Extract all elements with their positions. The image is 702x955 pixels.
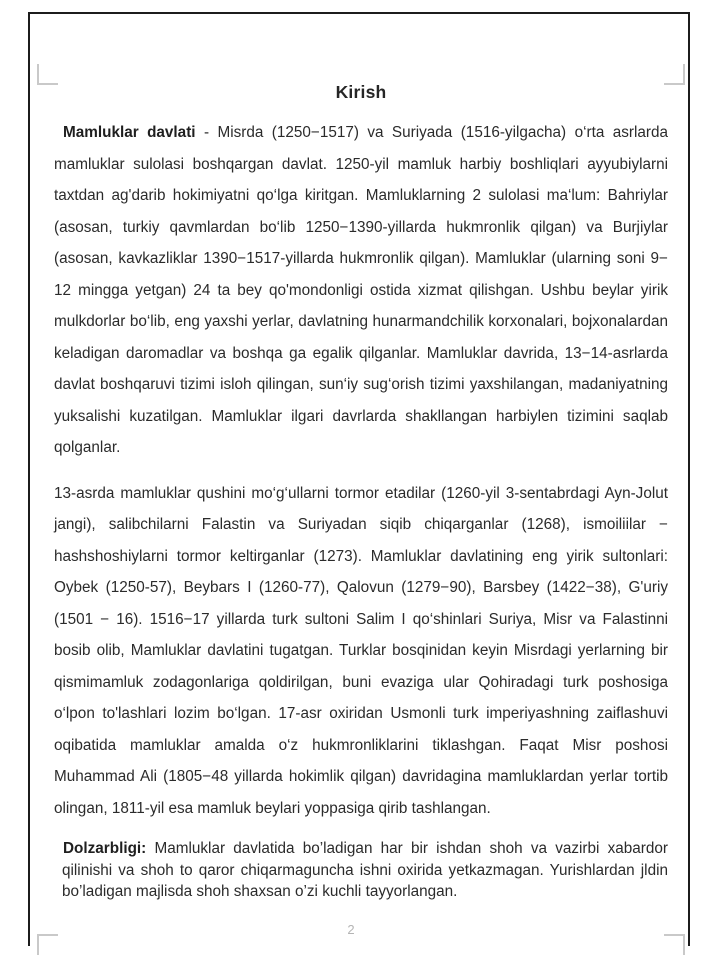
paragraph-relevance-lead: Dolzarbligi:: [63, 840, 147, 857]
page-title: Kirish: [335, 82, 387, 102]
paragraph-relevance: [54, 838, 668, 903]
paragraph-relevance-text: Mamluklar davlatida bo’ladigan har bir ishdan shoh va vazirbi xabardor qilinishi va shoh to qaror chiqarmaguncha ishni oxirida yetkazmagan. Yurishlardan jldin bo’ladigan majlisda shoh shaxsan o’zi kuchli tayyorlangan.: [62, 840, 668, 900]
paragraph-history: 13-asrda mamluklar qushini mo‘g‘ullarni tormor etadilar (1260-yil 3-sentabrdagi Ayn-Jolut jangi), salibchilarni Falastin va Suriyadan siqib chiqarganlar (1268), ismoiliilar − hashshoshiylarni tormor keltirganlar (1273). Mamluklar davlatining eng yirik sultonlari: Oybek (1250-57), Beybars I (1260-77), Qalovun (1279−90), Barsbey (1422−38), G'uriy (1501 − 16). 1516−17 yillarda turk sultoni Salim I qo‘shinlari Suriya, Misr va Falastinni bosib olib, Mamluklar davlatini tugatgan. Turklar bosqinidan keyin Misrdagi yerlarning bir qismimamluk zodagonlariga qoldirilgan, buni evaziga ular Qohiradagi turk poshosiga o‘lpon to'lashlari lozim bo‘lgan. 17-asr oxiridan Usmonli turk imperiyashning zaiflashuvi oqibatida mamluklar amalda o‘z hukmronliklarini tiklashgan. Faqat Misr poshosi Muhammad Ali (1805−48 yillarda hokimlik qilgan) davridagina mamluklardan yerlar tortib olingan, 1811-yil esa mamluk beylari yoppasiga qirib tashlangan.: [54, 484, 668, 817]
page-number: 2: [347, 922, 355, 937]
document-body: [54, 82, 668, 903]
crop-mark-bottom-right: [664, 934, 685, 955]
paragraph-introduction-text: - Misrda (1250−1517) va Suriyada (1516-yilgacha) o‘rta asrlarda mamluklar sulolasi boshqargan davlat. 1250-yil mamluk harbiy boshliqlari ayyubiylarni taxtdan ag'darib hokimiyatni qo‘lga kiritgan. Mamluklarning 2 sulolasi ma‘lum: Bahriylar (asosan, turkiy qavmlardan bo‘lib 1250−1390-yillarda hukmronlik qilgan) va Burjiylar (asosan, kavkazliklar 1390−1517-yillarda hukmronlik qilgan). Mamluklar (ularning soni 9− 12 mingga yetgan) 24 ta bey qo'mondonligi ostida xizmat qilishgan. Ushbu beylar yirik mulkdorlar bo‘lib, eng yaxshi yerlar, davlatning hunarmandchilik korxonalari, bojxonalardan keladigan daromadlar va boshqa ga egalik qilganlar. Mamluklar davrida, 13−14-asrlarda davlat boshqaruvi tizimi isloh qilingan, sun‘iy sug‘orish tizimi yaxshilangan, madaniyatning yuksalishi kuzatilgan. Mamluklar ilgari davrlarda shakllangan harbiylen tizimini saqlab qolganlar.: [54, 124, 668, 456]
crop-mark-bottom-left: [37, 934, 58, 955]
paragraph-introduction: [54, 117, 668, 464]
paragraph-lead-term: Mamluklar davlati: [63, 124, 196, 141]
